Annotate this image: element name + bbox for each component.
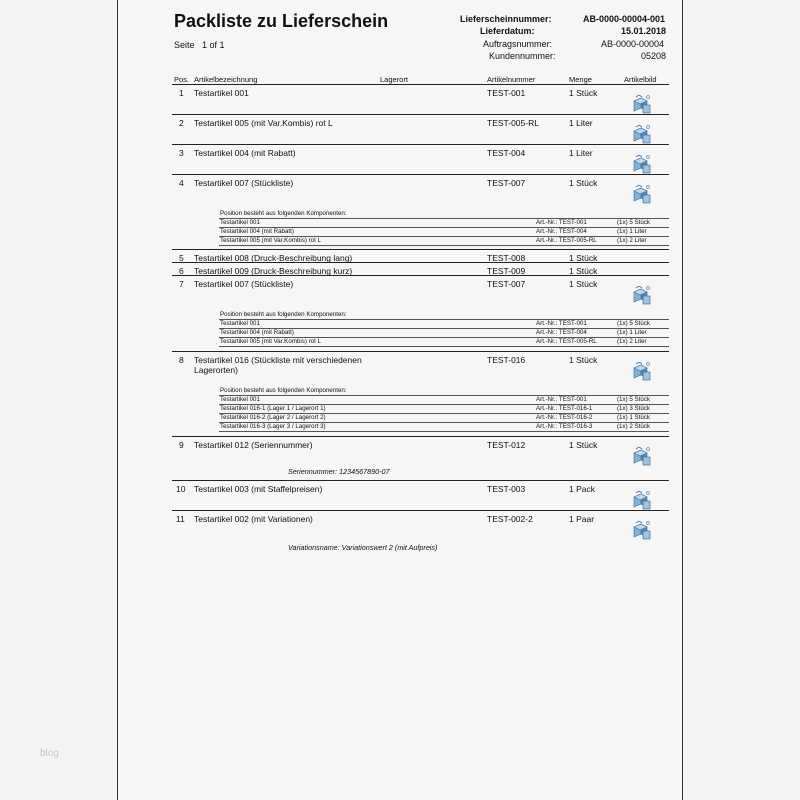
row-divider bbox=[172, 351, 669, 352]
row-article-name: Testartikel 016 (Stückliste mit verschiedenen bbox=[194, 355, 362, 365]
component-quantity: (1x) 5 Stück bbox=[617, 396, 651, 403]
row-divider bbox=[172, 480, 669, 481]
row-position: 11 bbox=[176, 514, 185, 524]
row-article-number: TEST-001 bbox=[487, 88, 526, 98]
row-position: 6 bbox=[179, 266, 184, 276]
row-position: 3 bbox=[179, 148, 184, 158]
row-divider bbox=[172, 436, 669, 437]
order-number-label: Auftragsnummer: bbox=[483, 39, 553, 49]
row-position: 7 bbox=[179, 279, 184, 289]
component-name: Testartikel 005 (mit Var.Kombis) rot L bbox=[220, 338, 321, 345]
components-intro: Position besteht aus folgenden Komponenten: bbox=[220, 387, 347, 394]
row-article-number: TEST-016 bbox=[487, 355, 526, 365]
header-rule bbox=[172, 84, 669, 85]
component-art-number: Art.-Nr.: TEST-016-1 bbox=[536, 405, 593, 412]
col-pos: Pos. bbox=[174, 75, 190, 84]
row-position: 4 bbox=[179, 178, 184, 188]
component-divider bbox=[219, 319, 669, 320]
component-quantity: (1x) 1 Stück bbox=[617, 414, 651, 421]
delivery-date-value: 15.01.2018 bbox=[621, 26, 667, 36]
component-name: Testartikel 001 bbox=[220, 320, 260, 327]
row-article-number: TEST-008 bbox=[487, 253, 526, 263]
component-divider bbox=[219, 218, 669, 219]
component-art-number: Art.-Nr.: TEST-004 bbox=[536, 228, 587, 235]
row-note: Seriennummer: 1234567890-07 bbox=[288, 467, 390, 476]
row-article-name: Testartikel 004 (mit Rabatt) bbox=[194, 148, 296, 158]
article-image-icon bbox=[632, 123, 652, 145]
components-intro: Position besteht aus folgenden Komponenten: bbox=[220, 311, 347, 318]
row-article-name: Testartikel 005 (mit Var.Kombis) rot L bbox=[194, 118, 333, 128]
page-indicator bbox=[174, 40, 225, 50]
component-art-number: Art.-Nr.: TEST-016-2 bbox=[536, 414, 593, 421]
row-quantity: 1 Paar bbox=[569, 514, 595, 524]
component-quantity: (1x) 1 Liter bbox=[617, 329, 647, 336]
components-intro: Position besteht aus folgenden Komponenten: bbox=[220, 210, 347, 217]
row-note: Variationsname: Variationswert 2 (mit Aufpreis) bbox=[288, 543, 438, 552]
page-title: Packliste zu Lieferschein bbox=[174, 11, 389, 31]
component-name: Testartikel 016-3 (Lager 3 / Lagerort 3) bbox=[220, 423, 326, 430]
row-article-number: TEST-002-2 bbox=[487, 514, 533, 524]
component-name: Testartikel 004 (mit Rabatt) bbox=[220, 228, 294, 235]
row-article-number: TEST-004 bbox=[487, 148, 526, 158]
component-quantity: (1x) 2 Liter bbox=[617, 338, 647, 345]
row-quantity: 1 Liter bbox=[569, 148, 593, 158]
row-position: 1 bbox=[179, 88, 184, 98]
row-quantity: 1 Stück bbox=[569, 279, 598, 289]
col-number: Artikelnummer bbox=[487, 75, 536, 84]
component-art-number: Art.-Nr.: TEST-005-RL bbox=[536, 237, 597, 244]
row-quantity: 1 Stück bbox=[569, 88, 598, 98]
row-article-name: Testartikel 009 (Druck-Beschreibung kurz) bbox=[194, 266, 353, 276]
component-name: Testartikel 016-1 (Lager 1 / Lagerort 1) bbox=[220, 405, 326, 412]
row-divider bbox=[172, 249, 669, 250]
row-article-name: Testartikel 003 (mit Staffelpreisen) bbox=[194, 484, 323, 494]
component-name: Testartikel 004 (mit Rabatt) bbox=[220, 329, 294, 336]
article-image-icon bbox=[632, 360, 652, 382]
row-position: 2 bbox=[179, 118, 184, 128]
article-image-icon bbox=[632, 183, 652, 205]
row-quantity: 1 Stück bbox=[569, 253, 598, 263]
row-quantity: 1 Stück bbox=[569, 266, 598, 276]
component-name: Testartikel 001 bbox=[220, 219, 260, 226]
component-art-number: Art.-Nr.: TEST-016-3 bbox=[536, 423, 593, 430]
row-quantity: 1 Liter bbox=[569, 118, 593, 128]
component-art-number: Art.-Nr.: TEST-004 bbox=[536, 329, 587, 336]
row-article-name: Testartikel 007 (Stückliste) bbox=[194, 178, 294, 188]
row-quantity: 1 Stück bbox=[569, 440, 598, 450]
row-divider bbox=[172, 144, 669, 145]
page-value: 1 of 1 bbox=[202, 40, 225, 50]
article-image-icon bbox=[632, 153, 652, 175]
row-article-name: Testartikel 012 (Seriennummer) bbox=[194, 440, 313, 450]
delivery-number-label: Lieferscheinnummer: bbox=[460, 14, 552, 24]
row-quantity: 1 Stück bbox=[569, 355, 598, 365]
row-position: 5 bbox=[179, 253, 184, 263]
row-quantity: 1 Pack bbox=[569, 484, 595, 494]
col-qty: Menge bbox=[569, 75, 592, 84]
customer-number-value: 05208 bbox=[641, 51, 667, 61]
component-quantity: (1x) 1 Liter bbox=[617, 228, 647, 235]
article-image-icon bbox=[632, 519, 652, 541]
row-divider bbox=[172, 174, 669, 175]
customer-number-label: Kundennummer: bbox=[489, 51, 556, 61]
article-image-icon bbox=[632, 93, 652, 115]
row-article-name: Testartikel 007 (Stückliste) bbox=[194, 279, 294, 289]
article-image-icon bbox=[632, 284, 652, 306]
row-article-number: TEST-005-RL bbox=[487, 118, 539, 128]
row-divider bbox=[172, 262, 669, 263]
page-label: Seite bbox=[174, 40, 195, 50]
row-divider bbox=[172, 275, 669, 276]
row-article-number: TEST-007 bbox=[487, 279, 526, 289]
row-divider bbox=[172, 114, 669, 115]
row-position: 10 bbox=[176, 484, 186, 494]
component-name: Testartikel 005 (mit Var.Kombis) rot L bbox=[220, 237, 321, 244]
row-article-name: Testartikel 002 (mit Variationen) bbox=[194, 514, 313, 524]
component-divider bbox=[219, 431, 669, 432]
component-quantity: (1x) 3 Stück bbox=[617, 405, 651, 412]
delivery-number-value: AB-0000-00004-001 bbox=[583, 14, 666, 24]
component-art-number: Art.-Nr.: TEST-001 bbox=[536, 219, 587, 226]
row-position: 8 bbox=[179, 355, 184, 365]
component-quantity: (1x) 5 Stück bbox=[617, 320, 651, 327]
article-image-icon bbox=[632, 445, 652, 467]
col-location: Lagerort bbox=[380, 75, 408, 84]
component-name: Testartikel 016-2 (Lager 2 / Lagerort 2) bbox=[220, 414, 326, 421]
watermark: blog bbox=[40, 748, 59, 759]
delivery-date-label: Lieferdatum: bbox=[480, 26, 535, 36]
row-quantity: 1 Stück bbox=[569, 178, 598, 188]
row-article-name-continued: Lagerorten) bbox=[194, 365, 238, 375]
col-name: Artikelbezeichnung bbox=[194, 75, 258, 84]
col-image: Artikelbild bbox=[624, 75, 657, 84]
component-art-number: Art.-Nr.: TEST-005-RL bbox=[536, 338, 597, 345]
row-article-name: Testartikel 008 (Druck-Beschreibung lang) bbox=[194, 253, 353, 263]
row-article-name: Testartikel 001 bbox=[194, 88, 249, 98]
order-number-value: AB-0000-00004 bbox=[601, 39, 665, 49]
row-position: 9 bbox=[179, 440, 184, 450]
component-quantity: (1x) 2 Stück bbox=[617, 423, 651, 430]
component-divider bbox=[219, 346, 669, 347]
component-quantity: (1x) 2 Liter bbox=[617, 237, 647, 244]
article-image-icon bbox=[632, 489, 652, 511]
component-divider bbox=[219, 245, 669, 246]
component-art-number: Art.-Nr.: TEST-001 bbox=[536, 320, 587, 327]
row-article-number: TEST-012 bbox=[487, 440, 526, 450]
row-article-number: TEST-009 bbox=[487, 266, 526, 276]
row-article-number: TEST-003 bbox=[487, 484, 526, 494]
row-divider bbox=[172, 510, 669, 511]
component-name: Testartikel 001 bbox=[220, 396, 260, 403]
component-quantity: (1x) 5 Stück bbox=[617, 219, 651, 226]
component-divider bbox=[219, 395, 669, 396]
row-article-number: TEST-007 bbox=[487, 178, 526, 188]
component-art-number: Art.-Nr.: TEST-001 bbox=[536, 396, 587, 403]
